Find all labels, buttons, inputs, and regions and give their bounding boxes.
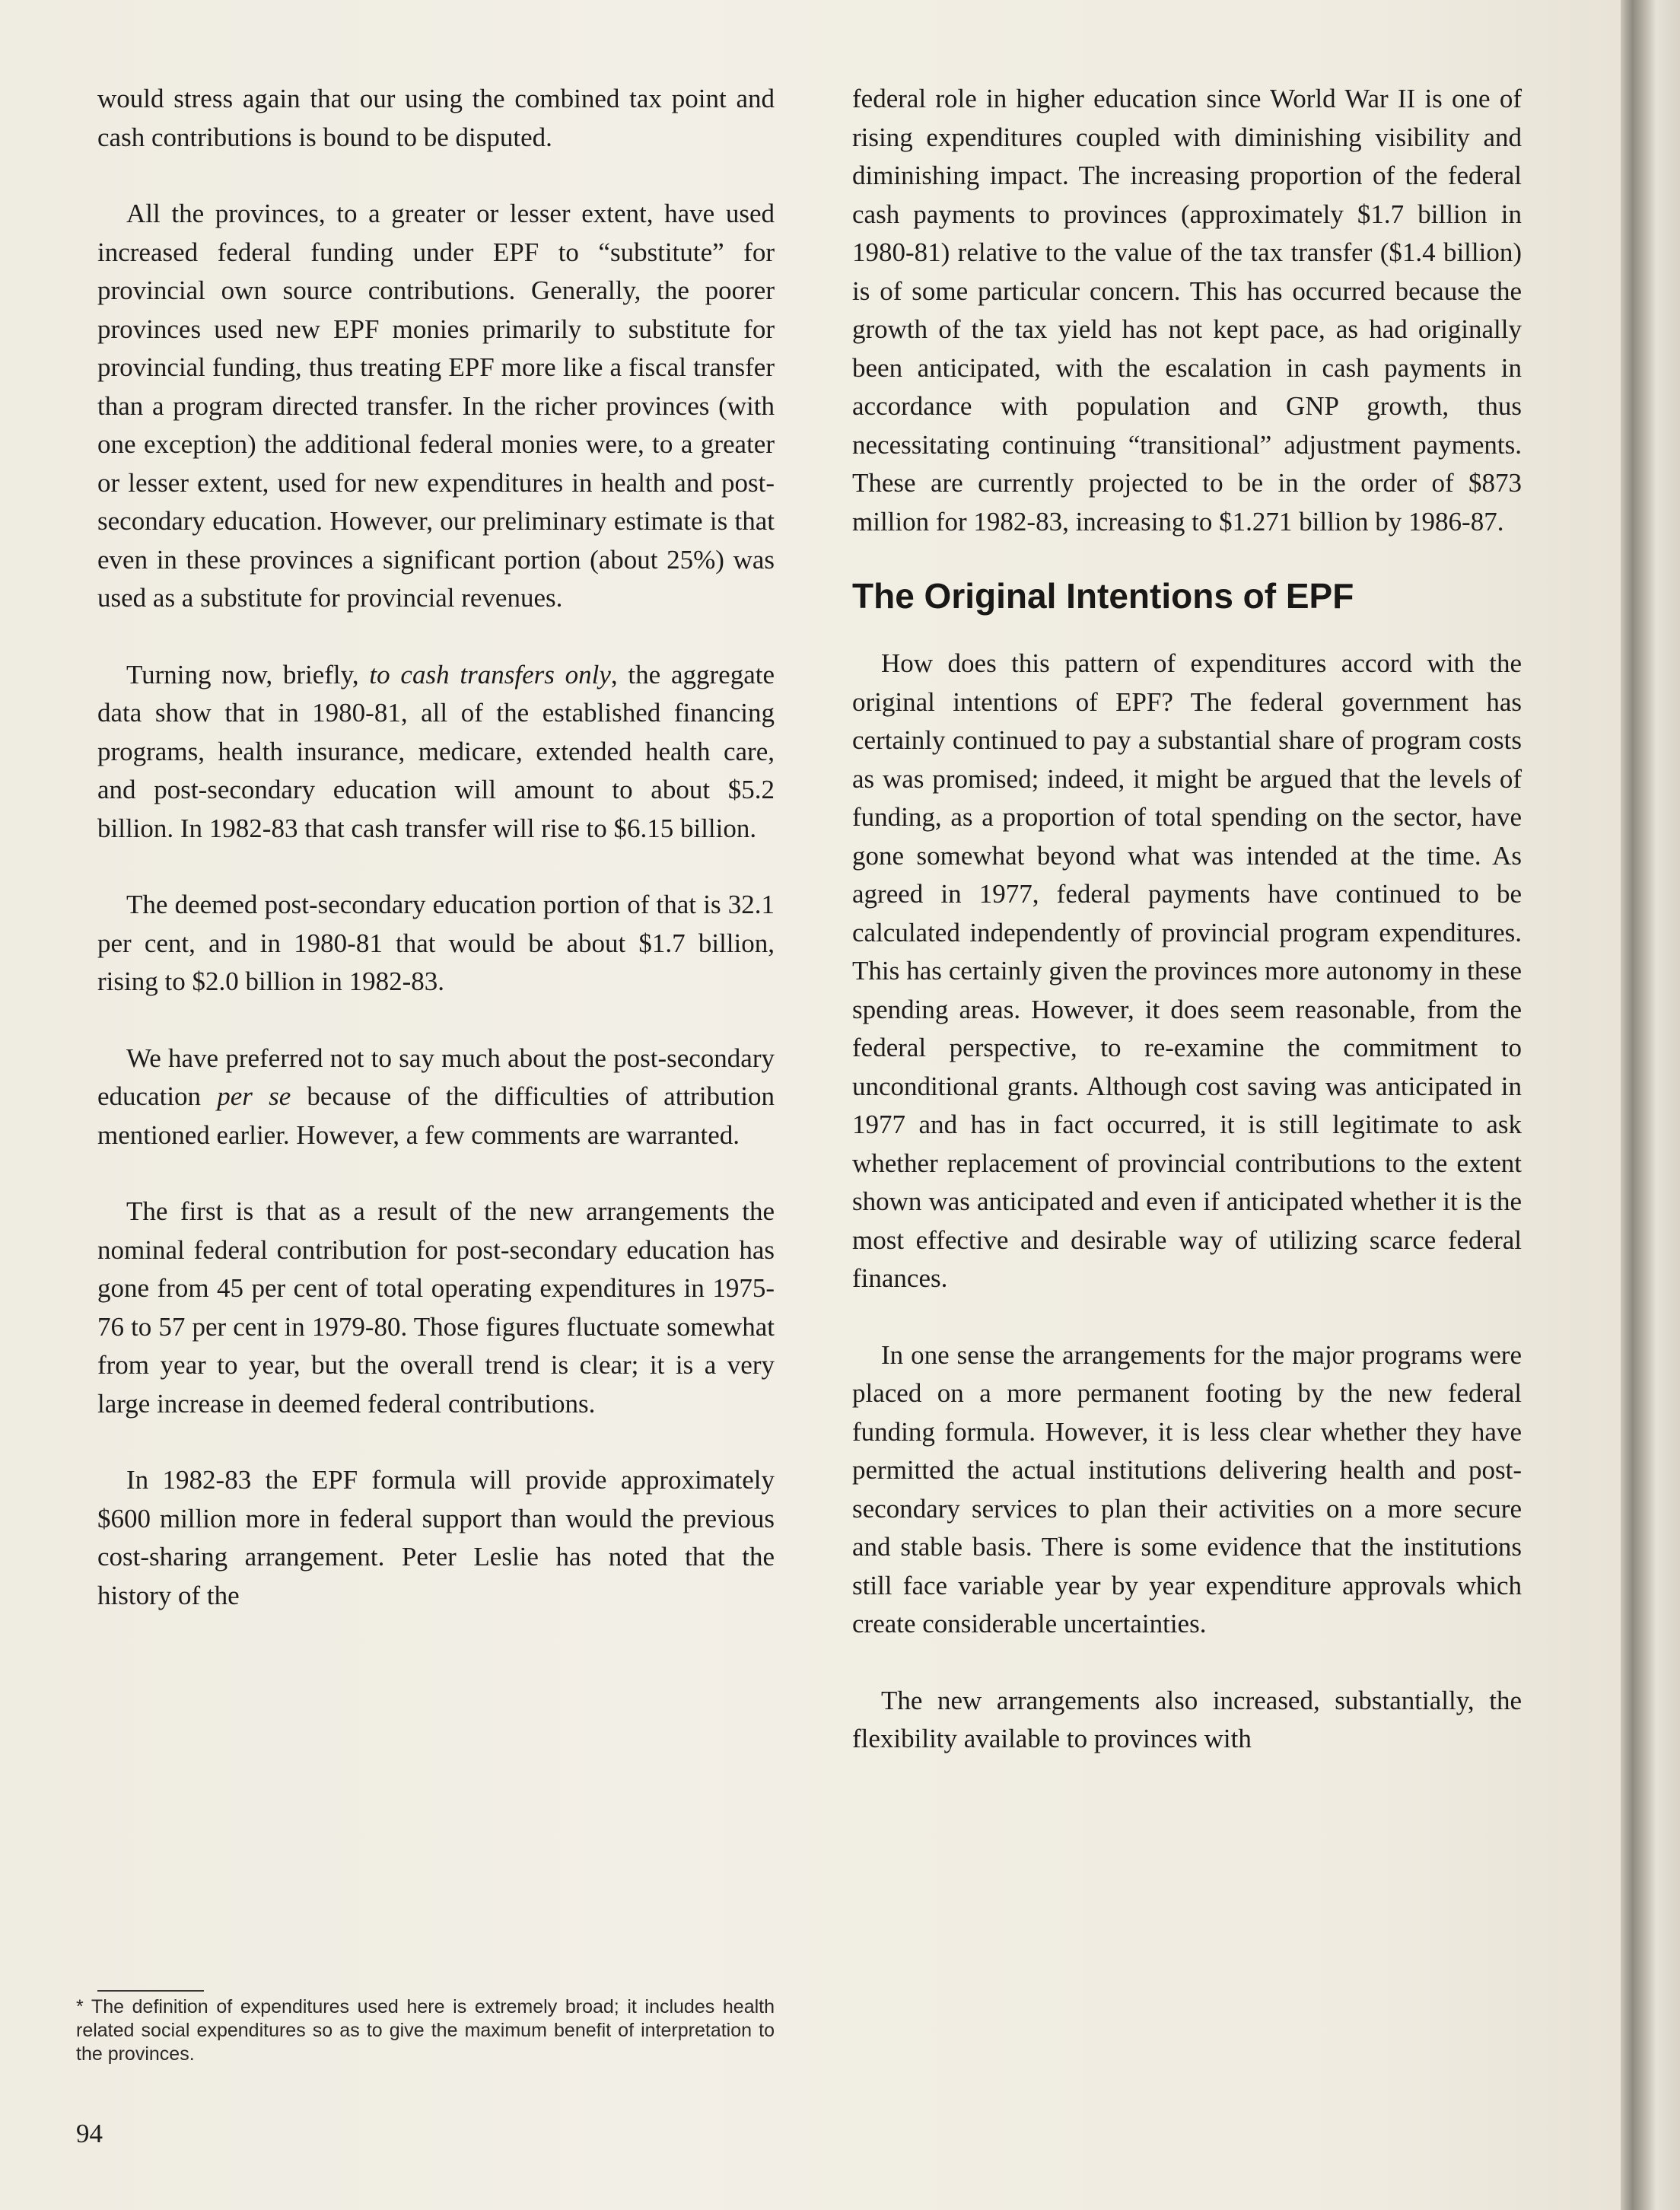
section-heading: The Original Intentions of EPF <box>852 576 1354 616</box>
left-paragraph-5-lead: We have preferred not to say much about the post-secondary education <box>97 1043 775 1111</box>
left-paragraph-7: In 1982-83 the EPF formula will provide approximately $600 million more in federal support than would the previous cost-sharing arrangement. Peter Leslie has noted that the history of the <box>97 1465 775 1610</box>
right-paragraph-3: In one sense the arrangements for the major programs were placed on a more permanent footing by the new federal funding formula. However, it is less clear whether they have permitted the actual institutions delivering health and post-secondary services to plan their activities on a more secure and stable basis. There is some evidence that the institutions still face variable year by year expenditure approvals which create considerable uncertainties. <box>852 1339 1522 1638</box>
right-paragraph-4: The new arrangements also increased, substantially, the flexibility available to provinces with <box>852 1685 1522 1753</box>
left-paragraph-3-lead: Turning now, briefly, <box>126 659 370 689</box>
left-paragraph-5 <box>97 1040 775 1155</box>
left-paragraph-3-emphasis: to cash transfers only <box>369 659 611 689</box>
left-paragraph-5-rest: because of the difficulties of attribution mentioned earlier. However, a few comments are warranted. <box>97 1081 775 1150</box>
page-number: 94 <box>76 2119 103 2148</box>
left-paragraph-4: The deemed post-secondary education portion of that is 32.1 per cent, and in 1980-81 that would be about $1.7 billion, rising to $2.0 billion in 1982-83. <box>97 890 775 996</box>
left-paragraph-3 <box>97 656 775 849</box>
left-column <box>97 80 775 1615</box>
left-paragraph-6: The first is that as a result of the new arrangements the nominal federal contribution for post-secondary education has gone from 45 per cent of total operating expenditures in 1975-76 to 57 per cent in 1979-80. Those figures fluctuate somewhat from year to year, but the overall trend is clear; it is a very large increase in deemed federal contributions. <box>97 1196 775 1419</box>
left-paragraph-2: All the provinces, to a greater or lesser extent, have used increased federal funding under EPF to “substitute” for provincial own source contributions. Generally, the poorer provinces used new EPF monies primarily to substitute for provincial funding, thus treating EPF more like a fiscal transfer than a program directed transfer. In the richer provinces (with one exception) the additional federal monies were, to a greater or lesser extent, used for new expenditures in health and post-secondary education. However, our preliminary estimate is that even in these provinces a significant portion (about 25%) was used as a substitute for provincial revenues. <box>97 199 775 613</box>
right-column <box>852 80 1522 1759</box>
left-paragraph-3-rest: , the aggregate data show that in 1980-81, all of the established financing programs, health insurance, medicare, extended health care, and post-secondary education will amount to about $5.2 billion. In 1982-83 that cash transfer will rise to $6.15 billion. <box>97 659 775 843</box>
footnote-divider <box>97 1990 204 1992</box>
footnote: * The definition of expenditures used here is extremely broad; it includes health related social expenditures so as to give the maximum benefit of interpretation to the provinces. <box>76 1996 775 2065</box>
left-paragraph-5-emphasis: per se <box>217 1081 291 1111</box>
left-paragraph-1: would stress again that our using the combined tax point and cash contributions is bound to be disputed. <box>97 84 775 152</box>
right-paragraph-1: federal role in higher education since World War II is one of rising expenditures coupled with diminishing visibility and diminishing impact. The increasing proportion of the federal cash payments to provinces (approximately $1.7 billion in 1980-81) relative to the value of the tax transfer ($1.4 billion) is of some particular concern. This has occurred because the growth of the tax yield has not kept pace, as had originally been anticipated, with the escalation in cash payments in accordance with population and GNP growth, thus necessitating continuing “transitional” adjustment payments. These are currently projected to be in the order of $873 million for 1982-83, increasing to $1.271 billion by 1986-87. <box>852 84 1522 537</box>
book-binding-edge <box>1621 0 1680 2210</box>
right-paragraph-2: How does this pattern of expenditures accord with the original intentions of EPF? The federal government has certainly continued to pay a substantial share of program costs as was promised; indeed, it might be argued that the levels of funding, as a proportion of total spending on the sector, have gone somewhat beyond what was intended at the time. As agreed in 1977, federal payments have continued to be calculated independently of provincial program expenditures. This has certainly given the provinces more autonomy in these spending areas. However, it does seem reasonable, from the federal perspective, to re-examine the commitment to unconditional grants. Although cost saving was anticipated in 1977 and has in fact occurred, it is still legitimate to ask whether replacement of provincial contributions to the extent shown was anticipated and even if anticipated whether it is the most effective and desirable way of utilizing scarce federal finances. <box>852 648 1522 1293</box>
